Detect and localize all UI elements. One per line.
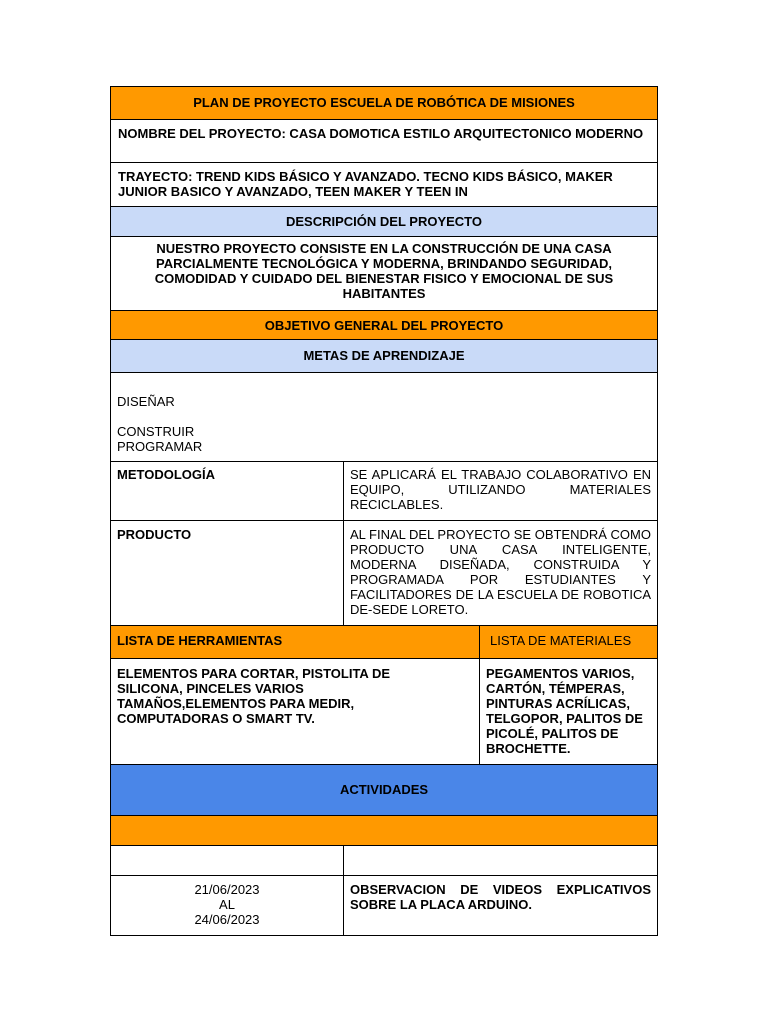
description-header-row [110, 206, 658, 237]
product-text: AL FINAL DEL PROYECTO SE OBTENDRÁ COMO PRODUCTO UNA CASA INTELIGENTE, MODERNA DISEÑADA, CONSTRUIDA Y PROGRAMADA POR ESTUDIANTES Y FACILITADORES DE LA ESCUELA DE ROBOTICA DE-SEDE LORETO. [343, 521, 657, 625]
lists-content-row [110, 658, 658, 765]
methodology-label: METODOLOGÍA [117, 467, 215, 482]
plan-title-row [110, 86, 658, 120]
activity-dates [111, 876, 343, 935]
activity-date-from: 21/06/2023 [194, 882, 260, 897]
activity-date-separator: AL [219, 897, 235, 912]
trayecto-row [110, 162, 658, 207]
goals-list-row [110, 372, 658, 462]
project-name-row [110, 119, 658, 163]
tools-header: LISTA DE HERRAMIENTAS [117, 633, 283, 648]
description-row [110, 236, 658, 311]
activity-row [110, 875, 658, 936]
tools-list: ELEMENTOS PARA CORTAR, PISTOLITA DE SILICONA, PINCELES VARIOS TAMAÑOS,ELEMENTOS PARA MEDIR, COMPUTADORAS O SMART TV. [117, 666, 391, 726]
trayecto-text: TRAYECTO: TREND KIDS BÁSICO Y AVANZADO. TECNO KIDS BÁSICO, MAKER JUNIOR BASICO Y AVANZADO, TEEN MAKER Y TEEN IN [118, 169, 613, 199]
methodology-text: SE APLICARÁ EL TRABAJO COLABORATIVO EN EQUIPO, UTILIZANDO MATERIALES RECICLABLES. [343, 462, 657, 520]
goals-header-row [110, 339, 658, 373]
activities-header: ACTIVIDADES [339, 782, 429, 797]
activities-header-row [110, 764, 658, 816]
materials-header: LISTA DE MATERIALES [479, 626, 657, 658]
goals-header: METAS DE APRENDIZAJE [303, 348, 465, 363]
methodology-row [110, 461, 658, 521]
description-header: DESCRIPCIÓN DEL PROYECTO [286, 214, 482, 229]
goal-item: PROGRAMAR [117, 439, 203, 454]
lists-header-row [110, 625, 658, 659]
plan-title: PLAN DE PROYECTO ESCUELA DE ROBÓTICA DE MISIONES [193, 95, 575, 110]
activity-description: OBSERVACION DE VIDEOS EXPLICATIVOS SOBRE LA PLACA ARDUINO. [343, 876, 657, 935]
product-label: PRODUCTO [117, 527, 192, 542]
materials-list: PEGAMENTOS VARIOS, CARTÓN, TÉMPERAS, PINTURAS ACRÍLICAS, TELGOPOR, PALITOS DE PICOLÉ, PALITOS DE BROCHETTE. [479, 659, 657, 764]
empty-cell [343, 846, 657, 875]
project-name: NOMBRE DEL PROYECTO: CASA DOMOTICA ESTILO ARQUITECTONICO MODERNO [118, 126, 644, 141]
goal-item: CONSTRUIR [117, 424, 195, 439]
activity-date-to: 24/06/2023 [194, 912, 260, 927]
goals-list [111, 373, 657, 461]
objective-header-row [110, 310, 658, 340]
objective-header: OBJETIVO GENERAL DEL PROYECTO [264, 318, 504, 333]
description-text: NUESTRO PROYECTO CONSISTE EN LA CONSTRUCCIÓN DE UNA CASA PARCIALMENTE TECNOLÓGICA Y MODERNA, BRINDANDO SEGURIDAD, COMODIDAD Y CUIDADO DEL BIENESTAR FISICO Y EMOCIONAL DE SUS HABITANTES [154, 241, 614, 301]
product-row [110, 520, 658, 626]
goal-item: DISEÑAR [117, 394, 175, 409]
activities-band [110, 815, 658, 846]
activities-empty-row [110, 845, 658, 876]
